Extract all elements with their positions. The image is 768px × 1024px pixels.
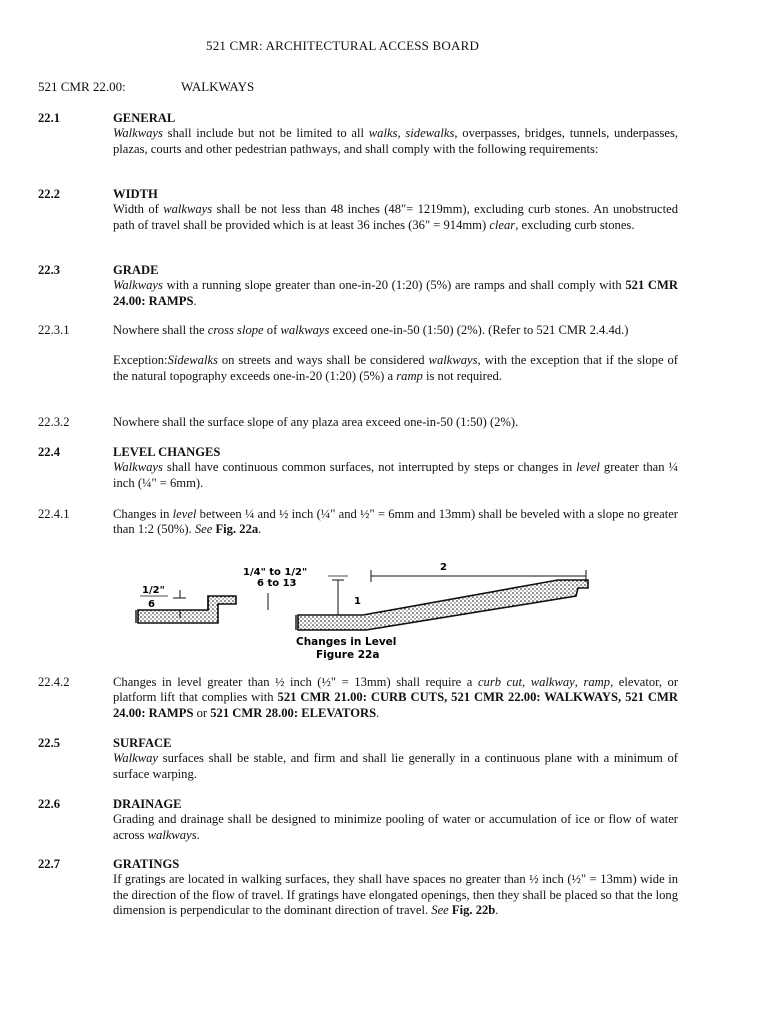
- section-number: 22.6: [38, 797, 61, 811]
- chapter-number: 521 CMR 22.00:: [38, 79, 126, 94]
- section-text: Walkways with a running slope greater than one-in-20 (1:20) (5%) are ramps and shall comply with 521 CMR 24.00: RAMPS.: [113, 278, 678, 308]
- section-22-3: [38, 263, 678, 309]
- figure-reference: Fig. 22b: [451, 903, 496, 918]
- label-one: 1: [354, 596, 361, 607]
- page-header: 521 CMR: ARCHITECTURAL ACCESS BOARD: [206, 38, 480, 53]
- cross-reference: 521 CMR 28.00: ELEVATORS: [210, 705, 377, 720]
- section-22-3-1: [38, 323, 678, 384]
- label-range-mm: 6 to 13: [257, 578, 297, 589]
- section-title: SURFACE: [113, 736, 172, 750]
- section-22-6: [38, 797, 678, 843]
- exception-text: Exception:Sidewalks on streets and ways shall be considered walkways, with the exception that if the slope of the natural topography exceeds one-in-20 (1:20) (5%) a ramp is not required.: [113, 353, 678, 383]
- section-title: DRAINAGE: [113, 797, 182, 811]
- label-range-in: 1/4" to 1/2": [243, 567, 308, 578]
- chapter-title: WALKWAYS: [181, 79, 255, 94]
- section-text: Walkways shall include but not be limited to all walks, sidewalks, overpasses, bridges, tunnels, underpasses, plazas, courts and other pedestrian pathways, and shall comply with the following requirements:: [113, 126, 679, 156]
- section-text: Grading and drainage shall be designed to minimize pooling of water or accumulation of ice or flow of water across walkways.: [113, 812, 678, 842]
- section-title: GRADE: [113, 263, 159, 277]
- label-half-inch: 1/2": [142, 585, 165, 596]
- section-title: GENERAL: [113, 111, 176, 125]
- section-number: 22.1: [38, 111, 61, 125]
- section-22-3-2: [38, 415, 678, 430]
- section-text: Walkway surfaces shall be stable, and firm and shall lie generally in a continuous plane with a minimum of surface warping.: [113, 751, 678, 781]
- section-number: 22.3.2: [38, 415, 70, 429]
- label-two: 2: [440, 562, 447, 573]
- ramp-slab: [298, 580, 588, 630]
- section-text: Walkways shall have continuous common surfaces, not interrupted by steps or changes in level greater than ¼ inch (¼" = 6mm).: [113, 460, 678, 490]
- section-number: 22.4.1: [38, 507, 70, 521]
- section-22-4-1: [38, 507, 678, 538]
- section-number: 22.5: [38, 736, 61, 750]
- chapter-heading: [38, 79, 254, 94]
- figure-caption-number: Figure 22a: [316, 649, 380, 661]
- section-number: 22.4: [38, 445, 61, 459]
- section-22-4-2: [38, 675, 678, 721]
- section-title: LEVEL CHANGES: [113, 445, 221, 459]
- section-text: If gratings are located in walking surfaces, they shall have spaces no greater than ½ inch (½" = 13mm) wide in the direction of the flow of travel. If gratings have elongated openings, then they shall be placed so that the long dimension is perpendicular to the dominant direction of travel. See Fig. 22b.: [113, 872, 678, 918]
- section-number: 22.7: [38, 857, 61, 871]
- section-title: GRATINGS: [113, 857, 180, 871]
- section-22-2: [38, 187, 678, 233]
- section-text: Nowhere shall the surface slope of any plaza area exceed one-in-50 (1:50) (2%).: [113, 415, 519, 429]
- section-22-7: [38, 857, 678, 919]
- section-title: WIDTH: [113, 187, 158, 201]
- figure-reference: Fig. 22a: [215, 522, 259, 537]
- section-text: Changes in level greater than ½ inch (½" = 13mm) shall require a curb cut, walkway, ramp, elevator, or platform lift that complies with 521 CMR 21.00: CURB CUTS, 521 CMR 22.00: WALKWAYS, 521 CMR 24.00: RAMPS or 521 CMR 28.00: ELEVATORS.: [113, 675, 679, 720]
- level-change-diagram: [128, 548, 598, 663]
- section-text: Width of walkways shall be not less than 48 inches (48"= 1219mm), excluding curb stones. An unobstructed path of travel shall be provided which is at least 36 inches (36" = 914mm) clear, excluding curb stones.: [113, 202, 678, 232]
- cross-reference: 521 CMR 21.00: CURB CUTS, 521 CMR 22.00: WALKWAYS, 521 CMR 24.00: RAMPS: [113, 690, 679, 720]
- section-22-5: [38, 736, 678, 782]
- label-six: 6: [148, 599, 155, 610]
- section-number: 22.2: [38, 187, 61, 201]
- section-text: Nowhere shall the cross slope of walkways exceed one-in-50 (1:50) (2%). (Refer to 521 CMR 2.4.4d.): [113, 323, 629, 337]
- section-number: 22.3: [38, 263, 61, 277]
- section-number: 22.3.1: [38, 323, 70, 337]
- section-number: 22.4.2: [38, 675, 70, 689]
- section-text: Changes in level between ¼ and ½ inch (¼" and ½" = 6mm and 13mm) shall be beveled with a slope no greater than 1:2 (50%). See Fig. 22a.: [113, 507, 678, 537]
- section-22-4: [38, 445, 678, 491]
- cross-reference: 521 CMR 24.00: RAMPS: [113, 278, 678, 308]
- figure-22a: [128, 548, 598, 663]
- section-22-1: [38, 111, 678, 157]
- figure-caption-title: Changes in Level: [296, 636, 397, 648]
